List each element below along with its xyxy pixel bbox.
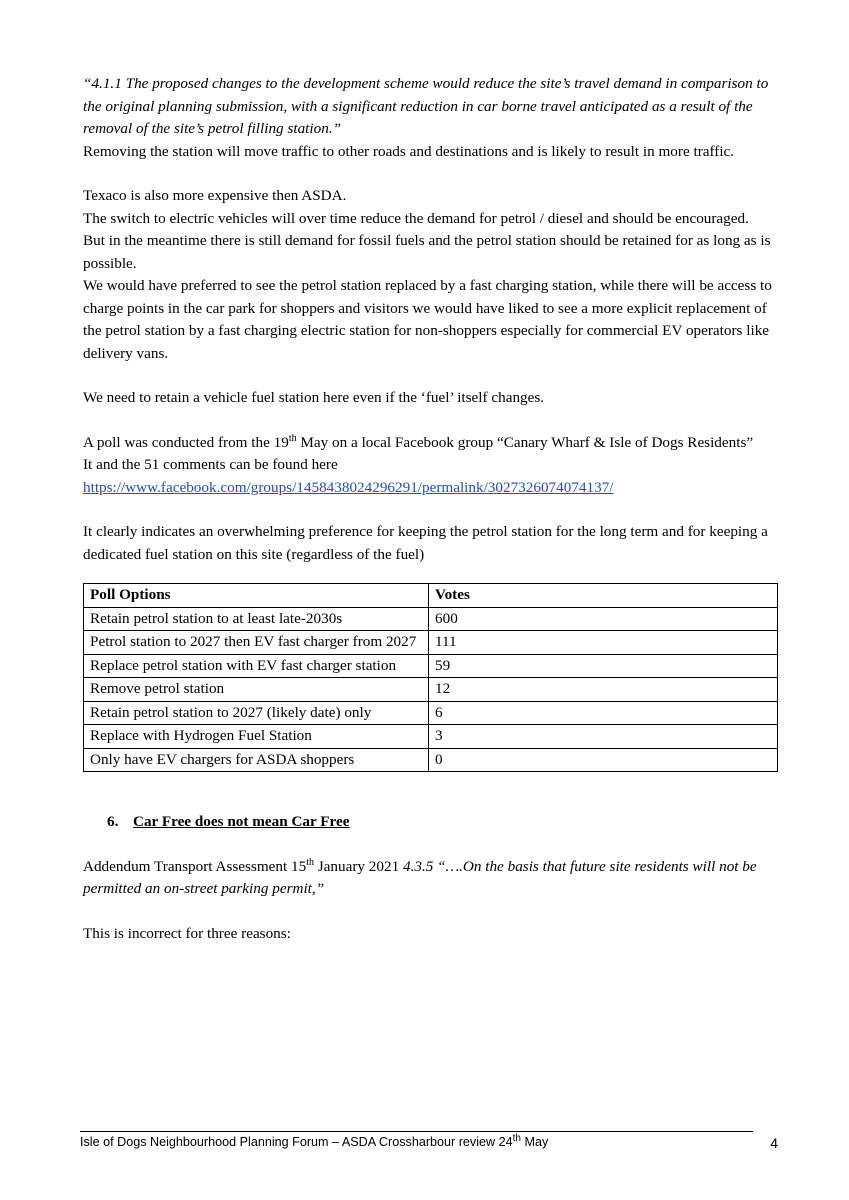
paragraph-addendum: Addendum Transport Assessment 15th January 2021 4.3.5 “….On the basis that future site residents will not be permitted an on-street parking permit,” <box>83 856 757 897</box>
table-header-row <box>84 584 778 608</box>
header-poll-options: Poll Options <box>84 584 429 608</box>
facebook-poll-link[interactable]: https://www.facebook.com/groups/1458438024296291/permalink/3027326074074137/ <box>83 478 614 496</box>
poll-link-line <box>83 477 778 500</box>
paragraph-preferred: We would have preferred to see the petrol station replaced by a fast charging station, while there will be access to charge points in the car park for shoppers and visitors we would have liked to see a more explicit replacement of the petrol station by a fast charging electric station for non-shoppers especially for commercial EV operators like delivery vans. <box>83 277 772 362</box>
option-cell: Replace with Hydrogen Fuel Station <box>84 725 429 749</box>
footer-divider <box>80 1131 753 1132</box>
section-title: Car Free does not mean Car Free <box>133 813 350 830</box>
votes-cell: 12 <box>429 678 778 702</box>
quote-4-1-1: “4.1.1 The proposed changes to the development scheme would reduce the site’s travel demand in comparison to the original planning submission, with a significant reduction in car borne travel anticipated as a result of the removal of the site’s petrol filling station.” <box>83 75 769 137</box>
page-body <box>83 73 778 945</box>
page-number: 4 <box>770 1135 778 1151</box>
table-row <box>84 748 778 772</box>
paragraph-poll-indicates: It clearly indicates an overwhelming preference for keeping the petrol station for the long term and for keeping a dedicated fuel station on this site (regardless of the fuel) <box>83 523 768 563</box>
option-cell: Only have EV chargers for ASDA shoppers <box>84 748 429 772</box>
header-votes: Votes <box>429 584 778 608</box>
table-row <box>84 701 778 725</box>
paragraph-poll-intro: A poll was conducted from the 19th May on a local Facebook group “Canary Wharf & Isle of Dogs Residents” <box>83 432 754 451</box>
page-footer <box>80 1133 778 1151</box>
votes-cell: 0 <box>429 748 778 772</box>
option-cell: Retain petrol station to 2027 (likely date) only <box>84 701 429 725</box>
table-row <box>84 678 778 702</box>
table-row <box>84 654 778 678</box>
table-row <box>84 725 778 749</box>
paragraph-incorrect-reasons: This is incorrect for three reasons: <box>83 924 291 942</box>
paragraph-meantime: But in the meantime there is still demand for fossil fuels and the petrol station should be retained for as long as is possible. <box>83 232 771 272</box>
option-cell: Petrol station to 2027 then EV fast charger from 2027 <box>84 631 429 655</box>
poll-results-table <box>83 583 778 772</box>
paragraph-poll-comments: It and the 51 comments can be found here <box>83 456 338 473</box>
option-cell: Retain petrol station to at least late-2030s <box>84 607 429 631</box>
section-6-heading <box>83 811 778 834</box>
table-row <box>84 631 778 655</box>
paragraph-switch-ev: The switch to electric vehicles will over time reduce the demand for petrol / diesel and should be encouraged. <box>83 209 749 227</box>
option-cell: Remove petrol station <box>84 678 429 702</box>
votes-cell: 3 <box>429 725 778 749</box>
votes-cell: 6 <box>429 701 778 725</box>
votes-cell: 111 <box>429 631 778 655</box>
paragraph-texaco: Texaco is also more expensive then ASDA. <box>83 187 347 204</box>
footer-text: Isle of Dogs Neighbourhood Planning Forum – ASDA Crossharbour review 24th May <box>80 1132 549 1149</box>
option-cell: Replace petrol station with EV fast charger station <box>84 654 429 678</box>
section-number: 6. <box>107 813 119 830</box>
votes-cell: 600 <box>429 607 778 631</box>
paragraph-retain-fuel-station: We need to retain a vehicle fuel station here even if the ‘fuel’ itself changes. <box>83 389 545 406</box>
table-row <box>84 607 778 631</box>
votes-cell: 59 <box>429 654 778 678</box>
paragraph-removing-station: Removing the station will move traffic to other roads and destinations and is likely to result in more traffic. <box>83 142 735 160</box>
